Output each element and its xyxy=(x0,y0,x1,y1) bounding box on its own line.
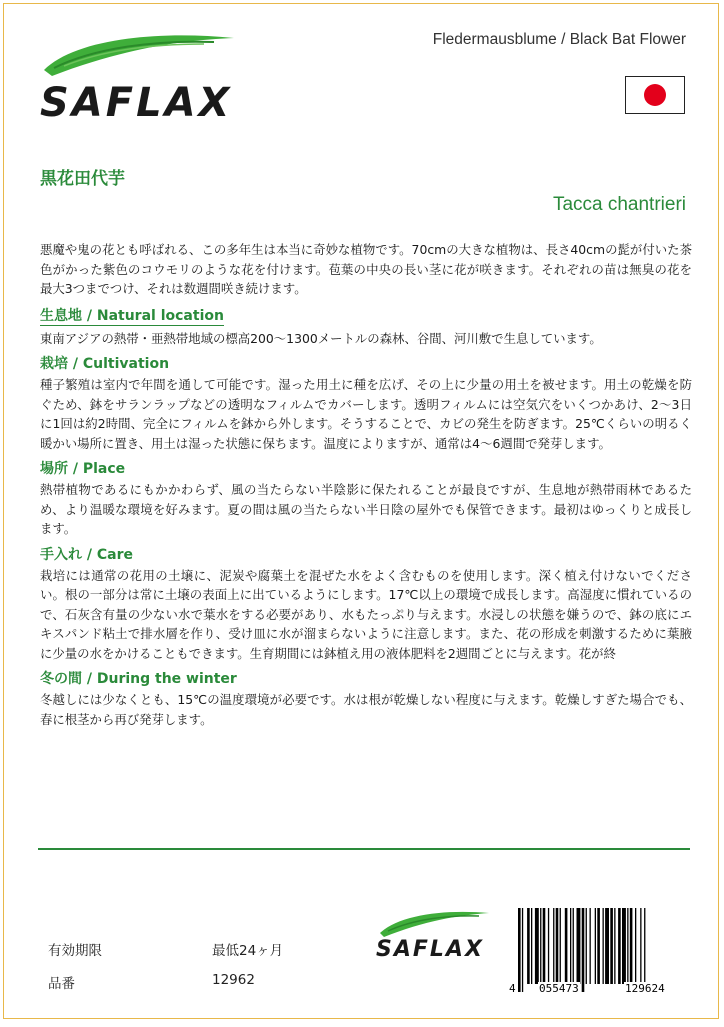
barcode-right-group: 129624 xyxy=(625,982,665,995)
section-care xyxy=(40,545,692,664)
divider xyxy=(38,848,690,850)
section-text: 冬越しには少なくとも、15℃の温度環境が必要です。水は根が乾燥しない程度に与えます。乾燥しすぎた場合でも、春に根茎から再び発芽します。 xyxy=(40,692,692,727)
seed-packet-back xyxy=(3,3,719,1019)
barcode-left-group: 055473 xyxy=(539,982,579,995)
plant-latin-name: Tacca chantrieri xyxy=(552,194,686,215)
brand-wordmark: SAFLAX xyxy=(40,80,233,126)
product-title: Fledermausblume / Black Bat Flower xyxy=(432,31,686,48)
section-place xyxy=(40,459,692,539)
expiry-value: 最低24ヶ月 xyxy=(212,943,284,959)
section-heading: 冬の間 / During the winter xyxy=(40,671,237,687)
section-heading: 手入れ / Care xyxy=(40,546,133,563)
item-number-value: 12962 xyxy=(212,972,255,988)
section-heading: 場所 / Place xyxy=(40,461,126,477)
barcode xyxy=(508,904,702,1000)
section-natural-location xyxy=(40,305,692,349)
section-text: 種子繁殖は室内で年間を通して可能です。湿った用土に種を広げ、その上に少量の用土を被せます。用土の乾燥を防ぐため、鉢をサランラップなどの透明なフィルムでカバーします。透明フィルムには空気穴をいくつかあけ、2～3日に1回は約2時間、完全にフィルムを鉢から外します。そうすることで、カビの発生を防ぎます。25℃くらいの明るく暖かい場所に置き、用土は湿った状態に保ちます。温度によりますが、通常は4〜6週間で発芽します。 xyxy=(40,377,692,451)
plant-japanese-name: 黒花田代芋 xyxy=(40,169,125,189)
japan-flag-icon xyxy=(625,76,685,114)
expiry-label: 有効期限 xyxy=(48,943,102,959)
brand-wordmark: SAFLAX xyxy=(376,937,484,962)
intro-text: 悪魔や鬼の花とも呼ばれる、この多年生は本当に奇妙な植物です。70cmの大きな植物は、長さ40cmの髭が付いた茶色がかった紫色のコウモリのような花を付けます。苞葉の中央の長い茎に花が咲きます。それぞれの苗は無臭の花を最大3つまでつけ、それは数週間咲き続けます。 xyxy=(40,242,692,296)
section-winter xyxy=(40,669,692,729)
section-cultivation xyxy=(40,354,692,453)
section-heading: 栽培 / Cultivation xyxy=(40,356,170,372)
saflax-logo-small xyxy=(374,909,494,969)
section-text: 栽培には通常の花用の土壌に、泥炭や腐葉土を混ぜた水をよく含むものを使用します。深く植え付けないでください。根の一部分は常に土壌の表面上に出ているようにします。17℃以上の環境で成長します。高湿度に慣れているので、石灰含有量の少ない水で葉水をする必要があり、水もたっぷり与えます。水浸しの状態を嫌うので、鉢の底にエキスパンド粘土で排水層を作り、受け皿に水が溜まらないように注意します。また、花の形成を刺激するために葉腋に少量の水をかけることもできます。生育期間には鉢植え用の液体肥料を2週間ごとに与えます。花が終 xyxy=(40,567,692,661)
saflax-logo xyxy=(34,30,244,130)
section-text: 東南アジアの熱帯・亜熱帯地域の標高200〜1300メートルの森林、谷間、河川敷で生息しています。 xyxy=(40,330,602,346)
barcode-first-digit: 4 xyxy=(509,982,516,995)
description xyxy=(40,240,692,735)
section-text: 熱帯植物であるにもかかわらず、風の当たらない半陰影に保たれることが最良ですが、生息地が熱帯雨林であるため、より温暖な環境を好みます。夏の間は風の当たらない半日陰の屋外でも保管できます。最初はゆっくりと成長します。 xyxy=(40,482,692,536)
item-number-label: 品番 xyxy=(48,976,75,992)
section-heading: 生息地 / Natural location xyxy=(40,307,224,324)
